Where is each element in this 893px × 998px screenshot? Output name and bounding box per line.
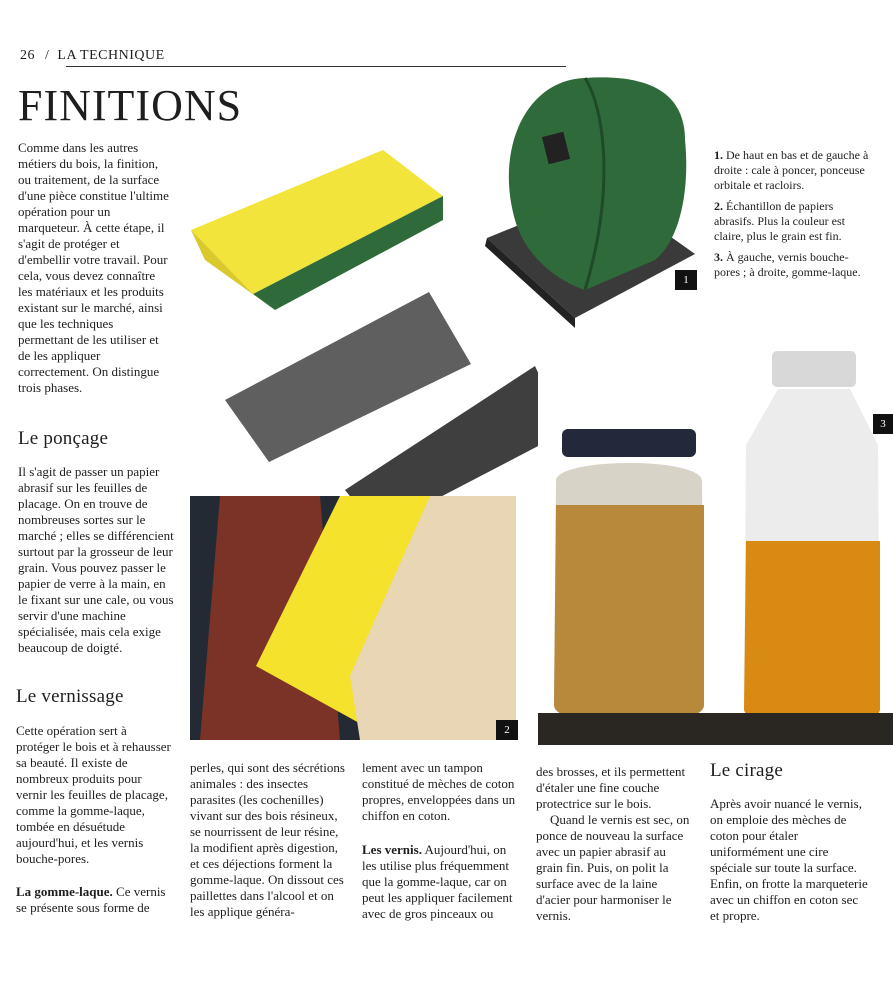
heading-poncage: Le ponçage (18, 428, 109, 449)
orbital-sander-illustration (485, 77, 695, 328)
vernis-label: Les vernis. (362, 842, 422, 857)
captions-block (714, 148, 874, 286)
caption-2-number: 2. (714, 199, 723, 213)
vernis-paragraph (362, 842, 520, 922)
figure-1-badge: 1 (675, 270, 697, 290)
column-2-text: perles, qui sont des sécrétions animales : des insectes parasites (les cochenilles) vivant sur des bois résineux, se nourrissent de leur résine, la modifient après digestion, et ces déjections forment la gomme-laque. On dissout ces paillettes dans l'alcool et on les applique généra- (190, 760, 345, 919)
caption-3-number: 3. (714, 250, 723, 264)
heading-vernissage: Le vernissage (16, 686, 124, 707)
jars-photo (538, 345, 893, 745)
varnish-jar-illustration (554, 429, 704, 725)
figure-3-badge: 3 (873, 414, 893, 434)
column-4-text: des brosses, et ils permettent d'étaler une fine couche protectrice sur le bois. (536, 764, 686, 811)
sanding-block-illustration (191, 150, 443, 310)
page-title: FINITIONS (18, 81, 243, 130)
cirage-body: Après avoir nuancé le vernis, on emploie des mèches de coton pour étaler uniformément une cire spéciale sur toute la surface. Enfin, on frotte la marqueterie avec un chiffon en coton sec et propre. (710, 796, 868, 923)
figure-2-badge: 2 (496, 720, 518, 740)
heading-cirage: Le cirage (710, 760, 783, 781)
header-rule (66, 66, 566, 67)
caption-2-text: Échantillon de papiers abrasifs. Plus la couleur est claire, plus le grain est fin. (714, 199, 845, 243)
vernis-text: Aujourd'hui, on les utilise plus fréquemment que la gomme-laque, car on peut les appliquer facilement avec de gros pinceaux ou (362, 842, 513, 921)
caption-3 (714, 250, 874, 280)
poncage-body: Il s'agit de passer un papier abrasif sur les feuilles de placage. On en trouve de nombreuses sortes sur le marché ; elles se différencient surtout par la grosseur de leur grain. Vous pouvez passer le papier de verre à la main, en le fixant sur une cale, ou vous servir d'une machine spécialisée, mais cela exige beaucoup de doigté. (18, 464, 174, 655)
gomme-laque-paragraph (16, 884, 172, 916)
page-number: 26 (20, 48, 35, 63)
slash-divider: / (45, 48, 50, 63)
gomme-laque-label: La gomme-laque. (16, 884, 113, 899)
caption-1-text: De haut en bas et de gauche à droite : cale à poncer, ponceuse orbitale et racloirs. (714, 148, 869, 192)
intro-paragraph: Comme dans les autres métiers du bois, la finition, ou traitement, de la surface d'une pièce constitue l'ultime opération pour un marqueteur. À cette étape, il s'agit de protéger et d'embellir votre travail. Pour cela, vous devez connaître les matériaux et les produits existant sur le marché, ainsi que les techniques permettant de les utiliser et de les appliquer correctement. On distingue trois phases. (18, 140, 169, 395)
scraper-illustration (225, 292, 565, 530)
section-label: LA TECHNIQUE (57, 48, 165, 63)
column-3-text: lement avec un tampon constitué de mèches de coton propres, enveloppées dans un chiffon en coton. (362, 760, 516, 823)
caption-2 (714, 199, 874, 244)
gomme-laque-text: Ce vernis se présente sous forme de (16, 884, 166, 915)
vernissage-body: Cette opération sert à protéger le bois et à rehausser sa beauté. Il existe de nombreux produits pour vernir les feuilles de placage, comme la gomme-laque, tombée en désuétude aujourd'hui, et les vernis bouche-pores. (16, 723, 171, 866)
sandpaper-svg (190, 496, 516, 740)
column-4-text-2: Quand le vernis est sec, on ponce de nouveau la surface avec un papier abrasif au grain fin. Puis, on polit la surface avec de la laine d'acier pour harmoniser le vernis. (536, 812, 690, 923)
caption-1 (714, 148, 874, 193)
running-head (20, 48, 165, 64)
caption-1-number: 1. (714, 148, 723, 162)
sandpaper-samples-illustration (190, 496, 516, 740)
caption-3-text: À gauche, vernis bouche-pores ; à droite, gomme-laque. (714, 250, 861, 279)
